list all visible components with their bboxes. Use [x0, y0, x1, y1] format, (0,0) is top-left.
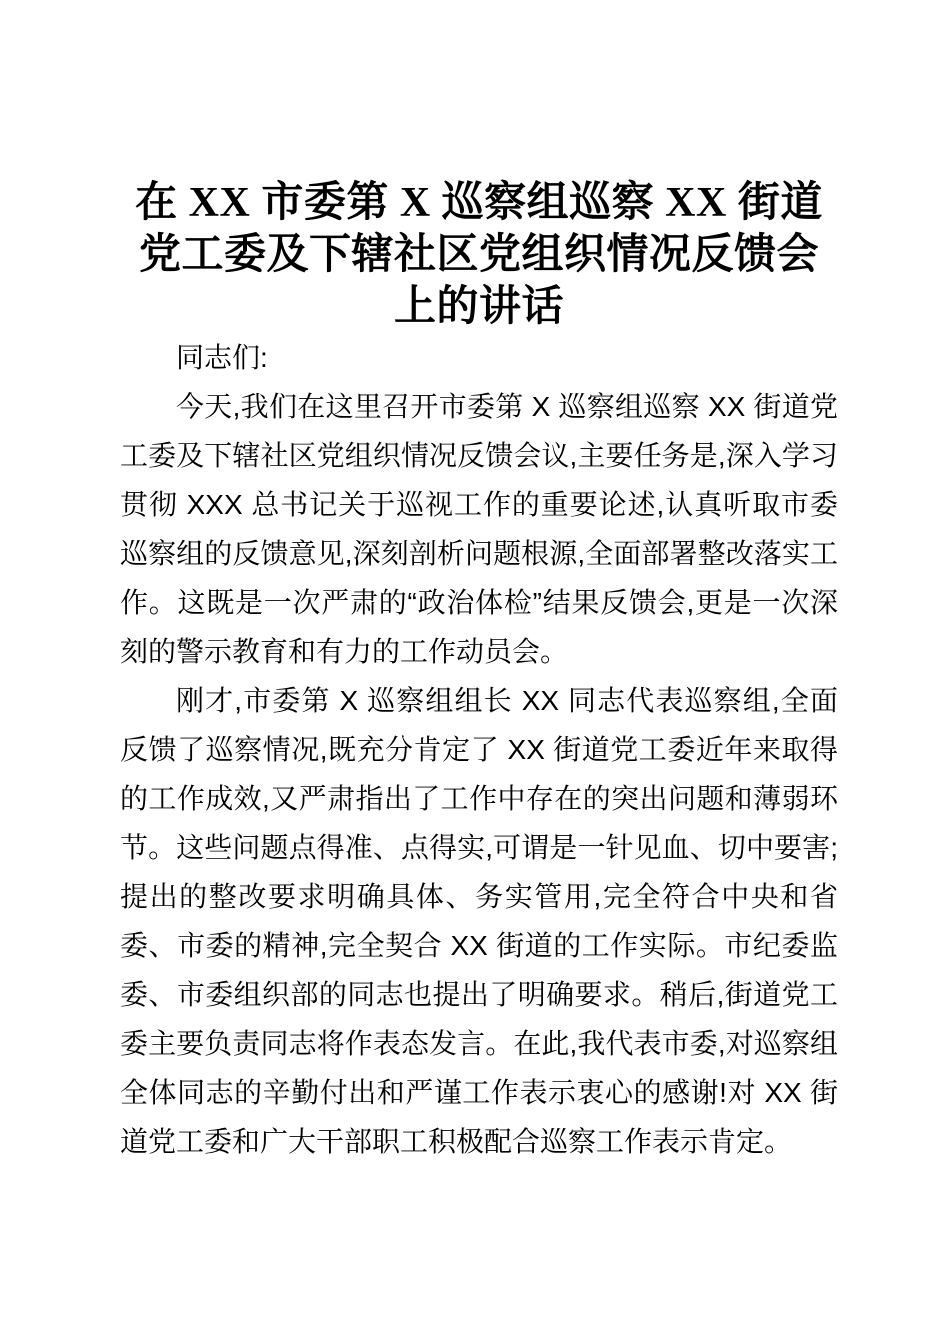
paragraph: 今天,我们在这里召开市委第 X 巡察组巡察 XX 街道党工委及下辖社区党组织情况反馈会议,主要任务是,深入学习贯彻 XXX 总书记关于巡视工作的重要论述,认真听取市委巡察组的反馈意见,深刻剖析问题根源,全面部署整改落实工作。这既是一次严肃的“政治体检”结果反馈会,更是一次深刻的警示教育和有力的工作动员会。: [120, 391, 838, 667]
document-body: [120, 333, 838, 1166]
paragraph: 同志们:: [176, 342, 268, 373]
paragraph: 刚才,市委第 X 巡察组组长 XX 同志代表巡察组,全面反馈了巡察情况,既充分肯定了 XX 街道党工委近年来取得的工作成效,又严肃指出了工作中存在的突出问题和薄弱环节。这些问题点得准、点得实,可谓是一针见血、切中要害;提出的整改要求明确具体、务实管用,完全符合中央和省委、市委的精神,完全契合 XX 街道的工作实际。市纪委监委、市委组织部的同志也提出了明确要求。稍后,街道党工委主要负责同志将作表态发言。在此,我代表市委,对巡察组全体同志的辛勤付出和严谨工作表示衷心的感谢!对 XX 街道党工委和广大干部职工积极配合巡察工作表示肯定。: [120, 685, 838, 1157]
document-title: 在 XX 市委第 X 巡察组巡察 XX 街道党工委及下辖社区党组织情况反馈会上的讲话: [135, 180, 823, 330]
